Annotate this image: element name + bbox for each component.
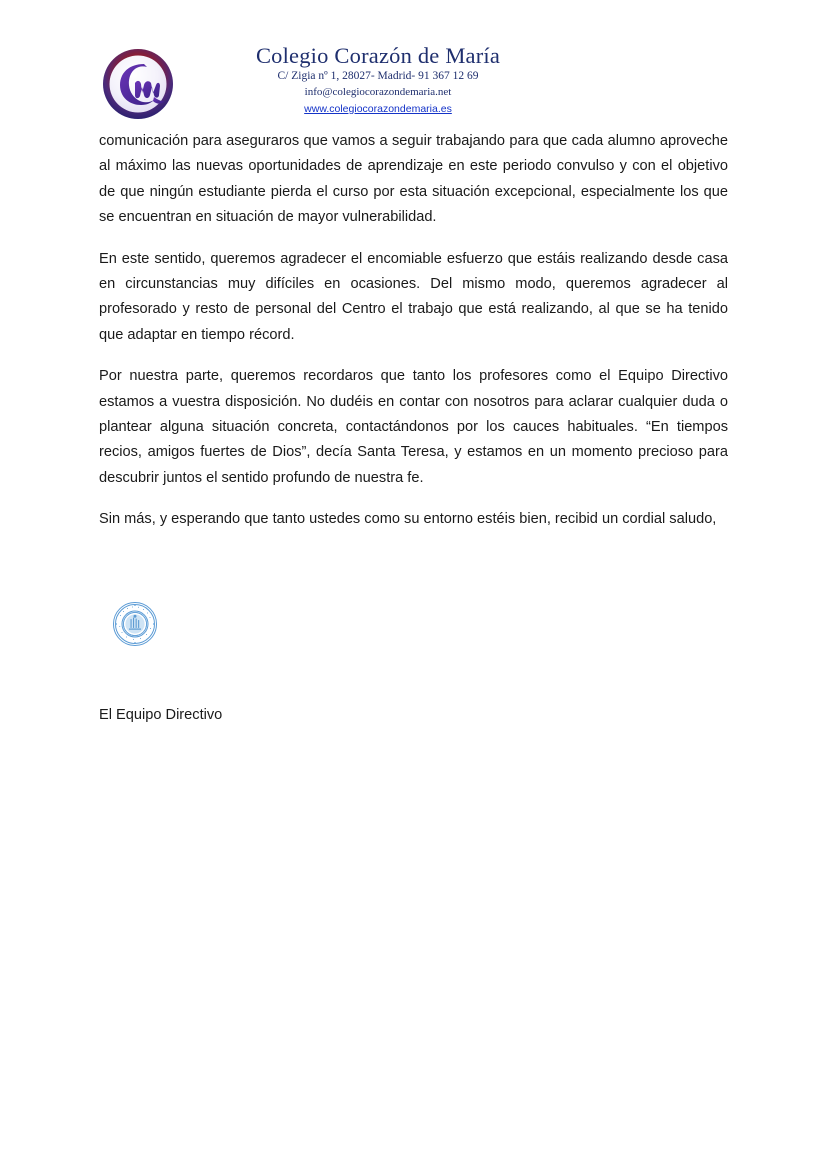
letter-paragraph: Sin más, y esperando que tanto ustedes como su entorno estéis bien, recibid un cordial saludo,	[99, 511, 717, 528]
letterhead-text-block	[177, 42, 729, 117]
school-address: C/ Zigia nº 1, 28027- Madrid- 91 367 12 69	[277, 69, 479, 82]
signature-name: El Equipo Directivo	[99, 707, 223, 723]
letter-body	[99, 129, 728, 533]
letterhead	[99, 42, 729, 122]
letter-paragraph: comunicación para aseguraros que vamos a seguir trabajando para que cada alumno aproveche al máximo las nuevas oportunidades de aprendizaje en este periodo convulso y con el objetivo de que ningún estudiante pierda el curso por esta situación excepcional, especialmente los que se encuentran en situación de mayor vulnerabilidad.	[99, 133, 728, 226]
school-website-link[interactable]: www.colegiocorazondemaria.es	[304, 102, 452, 115]
school-name: Colegio Corazón de María	[255, 43, 501, 68]
school-email: info@colegiocorazondemaria.net	[304, 85, 452, 98]
letter-paragraph: Por nuestra parte, queremos recordaros que tanto los profesores como el Equipo Directivo estamos a vuestra disposición. No dudéis en contar con nosotros para aclarar cualquier duda o plantear alguna situación concreta, contactándonos por los cauces habituales. “En tiempos recios, amigos fuertes de Dios”, decía Santa Teresa, y estamos en un momento precioso para descubrir juntos el sentido profundo de nuestra fe.	[99, 368, 728, 486]
official-round-stamp-icon	[112, 601, 158, 647]
letter-paragraph: En este sentido, queremos agradecer el encomiable esfuerzo que estáis realizando desde casa en circunstancias muy difíciles en ocasiones. Del mismo modo, queremos agradecer al profesorado y resto de personal del Centro el trabajo que está realizando, al que se ha tenido que adaptar en tiempo récord.	[99, 250, 728, 343]
cm-monogram-logo-icon	[99, 45, 177, 123]
